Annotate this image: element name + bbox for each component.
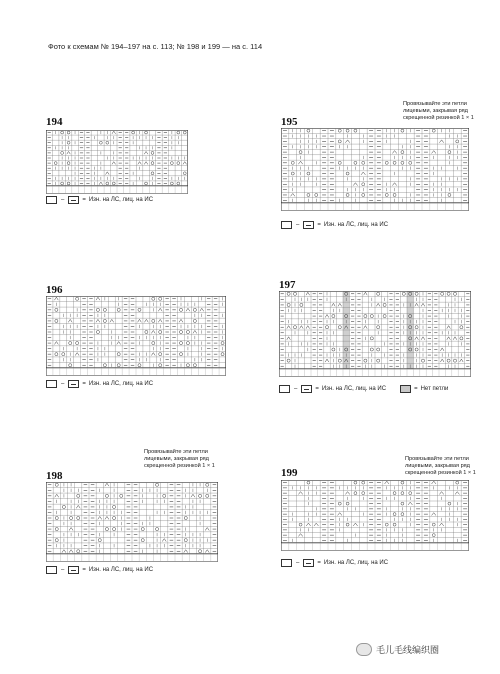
legend-separator: – (294, 386, 298, 392)
stitch-grid (281, 128, 469, 211)
legend-separator: – (61, 197, 65, 203)
purl-square-icon (303, 559, 314, 567)
legend-separator: – (296, 560, 300, 566)
stitch-grid (281, 480, 469, 551)
chart-number: 196 (46, 284, 63, 296)
empty-square-icon (281, 221, 292, 229)
chart-number: 199 (281, 467, 298, 479)
stitch-grid (279, 291, 471, 377)
legend-separator: – (61, 381, 65, 387)
chart-199 (281, 467, 469, 551)
legend-text: Изн. на ЛС, лиц. на ИС (323, 222, 389, 228)
empty-square-icon (46, 196, 57, 204)
legend-equals: = (414, 386, 418, 392)
chart-195 (281, 116, 469, 211)
purl-square-icon (301, 385, 312, 393)
chart-195-note: Провязывайте эти петли лицевыми, закрывая ряд скрещенной резинкой 1 × 1 (403, 101, 474, 121)
chart-number: 194 (46, 116, 63, 128)
chart-194 (46, 116, 188, 196)
legend-equals: = (82, 567, 86, 573)
empty-square-icon (46, 566, 57, 574)
legend-199 (281, 559, 388, 567)
legend-198 (46, 566, 153, 574)
empty-square-icon (279, 385, 290, 393)
legend-separator: – (61, 567, 65, 573)
page-header: Фото к схемам № 194–197 на с. 113; № 198 и 199 — на с. 114 (48, 42, 263, 51)
chart-number: 197 (279, 279, 296, 291)
chart-198 (46, 470, 218, 562)
purl-square-icon (303, 221, 314, 229)
stitch-grid (46, 130, 188, 194)
no-stitch-square-icon (400, 385, 411, 393)
legend-no-stitch-text: Нет петли (420, 386, 449, 392)
purl-square-icon (68, 380, 79, 388)
watermark-text: 毛儿毛线编织圈 (376, 645, 440, 655)
empty-square-icon (281, 559, 292, 567)
legend-equals: = (317, 222, 321, 228)
legend-equals: = (82, 381, 86, 387)
stitch-grid (46, 296, 226, 376)
legend-197 (279, 385, 448, 393)
empty-square-icon (46, 380, 57, 388)
wechat-logo-icon (356, 643, 372, 656)
chart-197 (279, 279, 471, 377)
purl-square-icon (68, 566, 79, 574)
legend-194 (46, 196, 153, 204)
legend-equals: = (82, 197, 86, 203)
chart-199-note: Провязывайте эти петли лицевыми, закрывая ряд скрещенной резинкой 1 × 1 (405, 456, 476, 476)
chart-196 (46, 284, 226, 376)
legend-text: Изн. на ЛС, лиц. на ИС (88, 197, 154, 203)
chart-number: 198 (46, 470, 63, 482)
legend-196 (46, 380, 153, 388)
purl-square-icon (68, 196, 79, 204)
legend-equals: = (315, 386, 319, 392)
chart-198-note: Провязывайте эти петли лицевыми, закрывая ряд скрещенной резинкой 1 × 1 (144, 449, 215, 469)
legend-text: Изн. на ЛС, лиц. на ИС (321, 386, 387, 392)
legend-equals: = (317, 560, 321, 566)
legend-text: Изн. на ЛС, лиц. на ИС (88, 381, 154, 387)
legend-text: Изн. на ЛС, лиц. на ИС (88, 567, 154, 573)
watermark (356, 643, 439, 656)
chart-number: 195 (281, 116, 298, 128)
legend-separator: – (296, 222, 300, 228)
stitch-grid (46, 482, 218, 562)
legend-text: Изн. на ЛС, лиц. на ИС (323, 560, 389, 566)
legend-195 (281, 221, 388, 229)
